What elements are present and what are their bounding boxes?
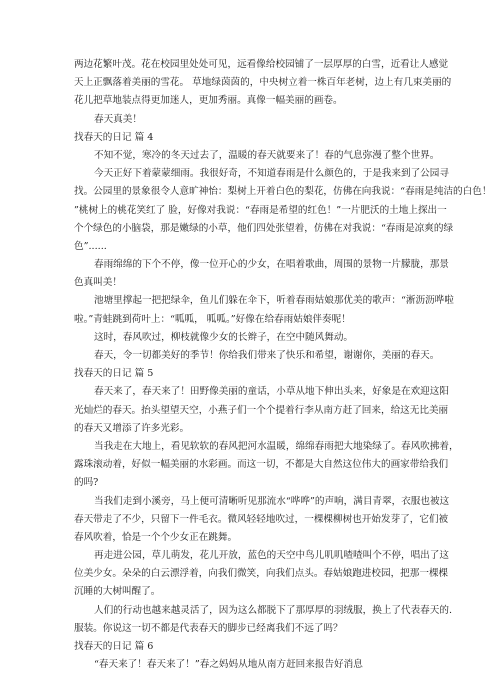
text-line: 不知不觉，寒冷的冬天过去了，温暖的春天就要来了！春的气息弥漫了整个世界。 [94,149,440,161]
text-line: 池塘里撑起一把把绿伞，鱼儿们躲在伞下，听着春雨姑娘那优美的歌声：“淅沥沥哗啦 [94,295,454,307]
text-line: 春天真美！ [94,113,142,125]
text-line: 沉睡的大树叫醒了。 [74,586,161,598]
text-line: “春天来了！春天来了！”春之妈妈从地从南方赶回来报告好消息 [94,659,363,671]
section-heading: 找春天的日记 篇 5 [74,368,154,380]
text-line: 人们的行动也越来越灵活了，因为这么都脱下了那厚厚的羽绒服，换上了代表春天的. [94,604,453,616]
text-line: 再走进公园，草儿萌发，花儿开放，蓝色的天空中鸟儿叽叽喳喳叫个不停，唱出了这 [94,550,449,562]
text-line: 天上正飘落着美丽的雪花。 草地绿茵茵的，中央树立着一株百年老树，边上有几束美丽的 [74,77,452,89]
text-line: 色真叫美！ [74,277,122,289]
text-line: 春天带走了不少，只留下一件毛衣。微风轻轻地吹过，一棵棵柳树也开始发芽了，它们被 [74,513,449,525]
text-line: 当我们走到小溪旁，马上便可清晰听见那流水“哗哗”的声响，满目青翠，衣服也被这 [94,495,450,507]
text-line: 今天正好下着蒙蒙细雨。我很好奇，不知道春雨是什么颜色的，于是我来到了公园寻 [94,168,449,180]
document-body [74,56,492,674]
text-line: 两边花繁叶茂。花在校园里处处可见，远看像给校园铺了一层厚厚的白雪，近看让人感觉 [74,59,449,70]
text-line: 色”...... [74,240,107,252]
text-line: 服装。你说这一切不都是代表春天的脚步已经离我们不远了吗？ [74,622,343,634]
text-line: 的春天又增添了许多光彩。 [74,422,190,434]
section-heading: 找春天的日记 篇 4 [74,131,154,143]
text-line: 露珠滚动着，好似一幅美丽的水彩画。而这一切，不都是大自然这位伟大的画家带给我们 [74,459,449,471]
text-line: 个个绿色的小脑袋，那是嫩绿的小草，他们四处张望着，仿佛在对我说：“春雨是凉爽的绿 [74,222,454,234]
text-line: 找。公园里的景象很令人意旷神怡：梨树上开着白色的梨花，仿佛在向我说：“春雨是纯洁的白色！ [74,186,492,198]
text-line: 春风吹着，恰是一个个少女正在跳舞。 [74,531,238,543]
text-line: 光灿烂的春天。抬头望望天空，小燕子们一个个提着行李从南方赶了回来，给这无比美丽 [74,404,449,416]
text-line: 的吗? [74,477,99,489]
text-line: 啦。”青蛙跳到荷叶上：“呱呱， 呱呱。”好像在给春雨姑娘伴奏呢！ [74,313,351,325]
text-line: 春雨绵绵的下个不停，像一位开心的少女，在唱着歌曲，周围的景物一片朦胧，那景 [94,259,449,271]
text-line: 花儿把草地装点得更加迷人，更加秀丽。真像一幅美丽的画卷。 [74,95,343,107]
section-heading: 找春天的日记 篇 6 [74,641,154,652]
text-line: 春天，令一切都美好的季节！你给我们带来了快乐和希望，谢谢你，美丽的春天。 [94,350,440,361]
text-line: 位美少女。朵朵的白云漂浮着，向我们微笑，向我们点头。春姑娘跑进校园，把那一棵棵 [74,568,449,580]
text-line: 当我走在大地上，看见软软的春风把河水温暖，绵绵春雨把大地染绿了。春风吹拂着， [94,440,459,452]
text-line: ”桃树上的桃花笑红了 脸，好像对我说：“春雨是希望的红色！”一片肥沃的土地上探出一 [74,204,447,216]
text-line: 春天来了，春天来了！田野像美丽的童话，小草从地下伸出头来，好象是在欢迎这阳 [94,386,449,398]
text-line: 这时，春风吹过，柳枝就像少女的长辫子，在空中随风舞动。 [94,331,354,343]
